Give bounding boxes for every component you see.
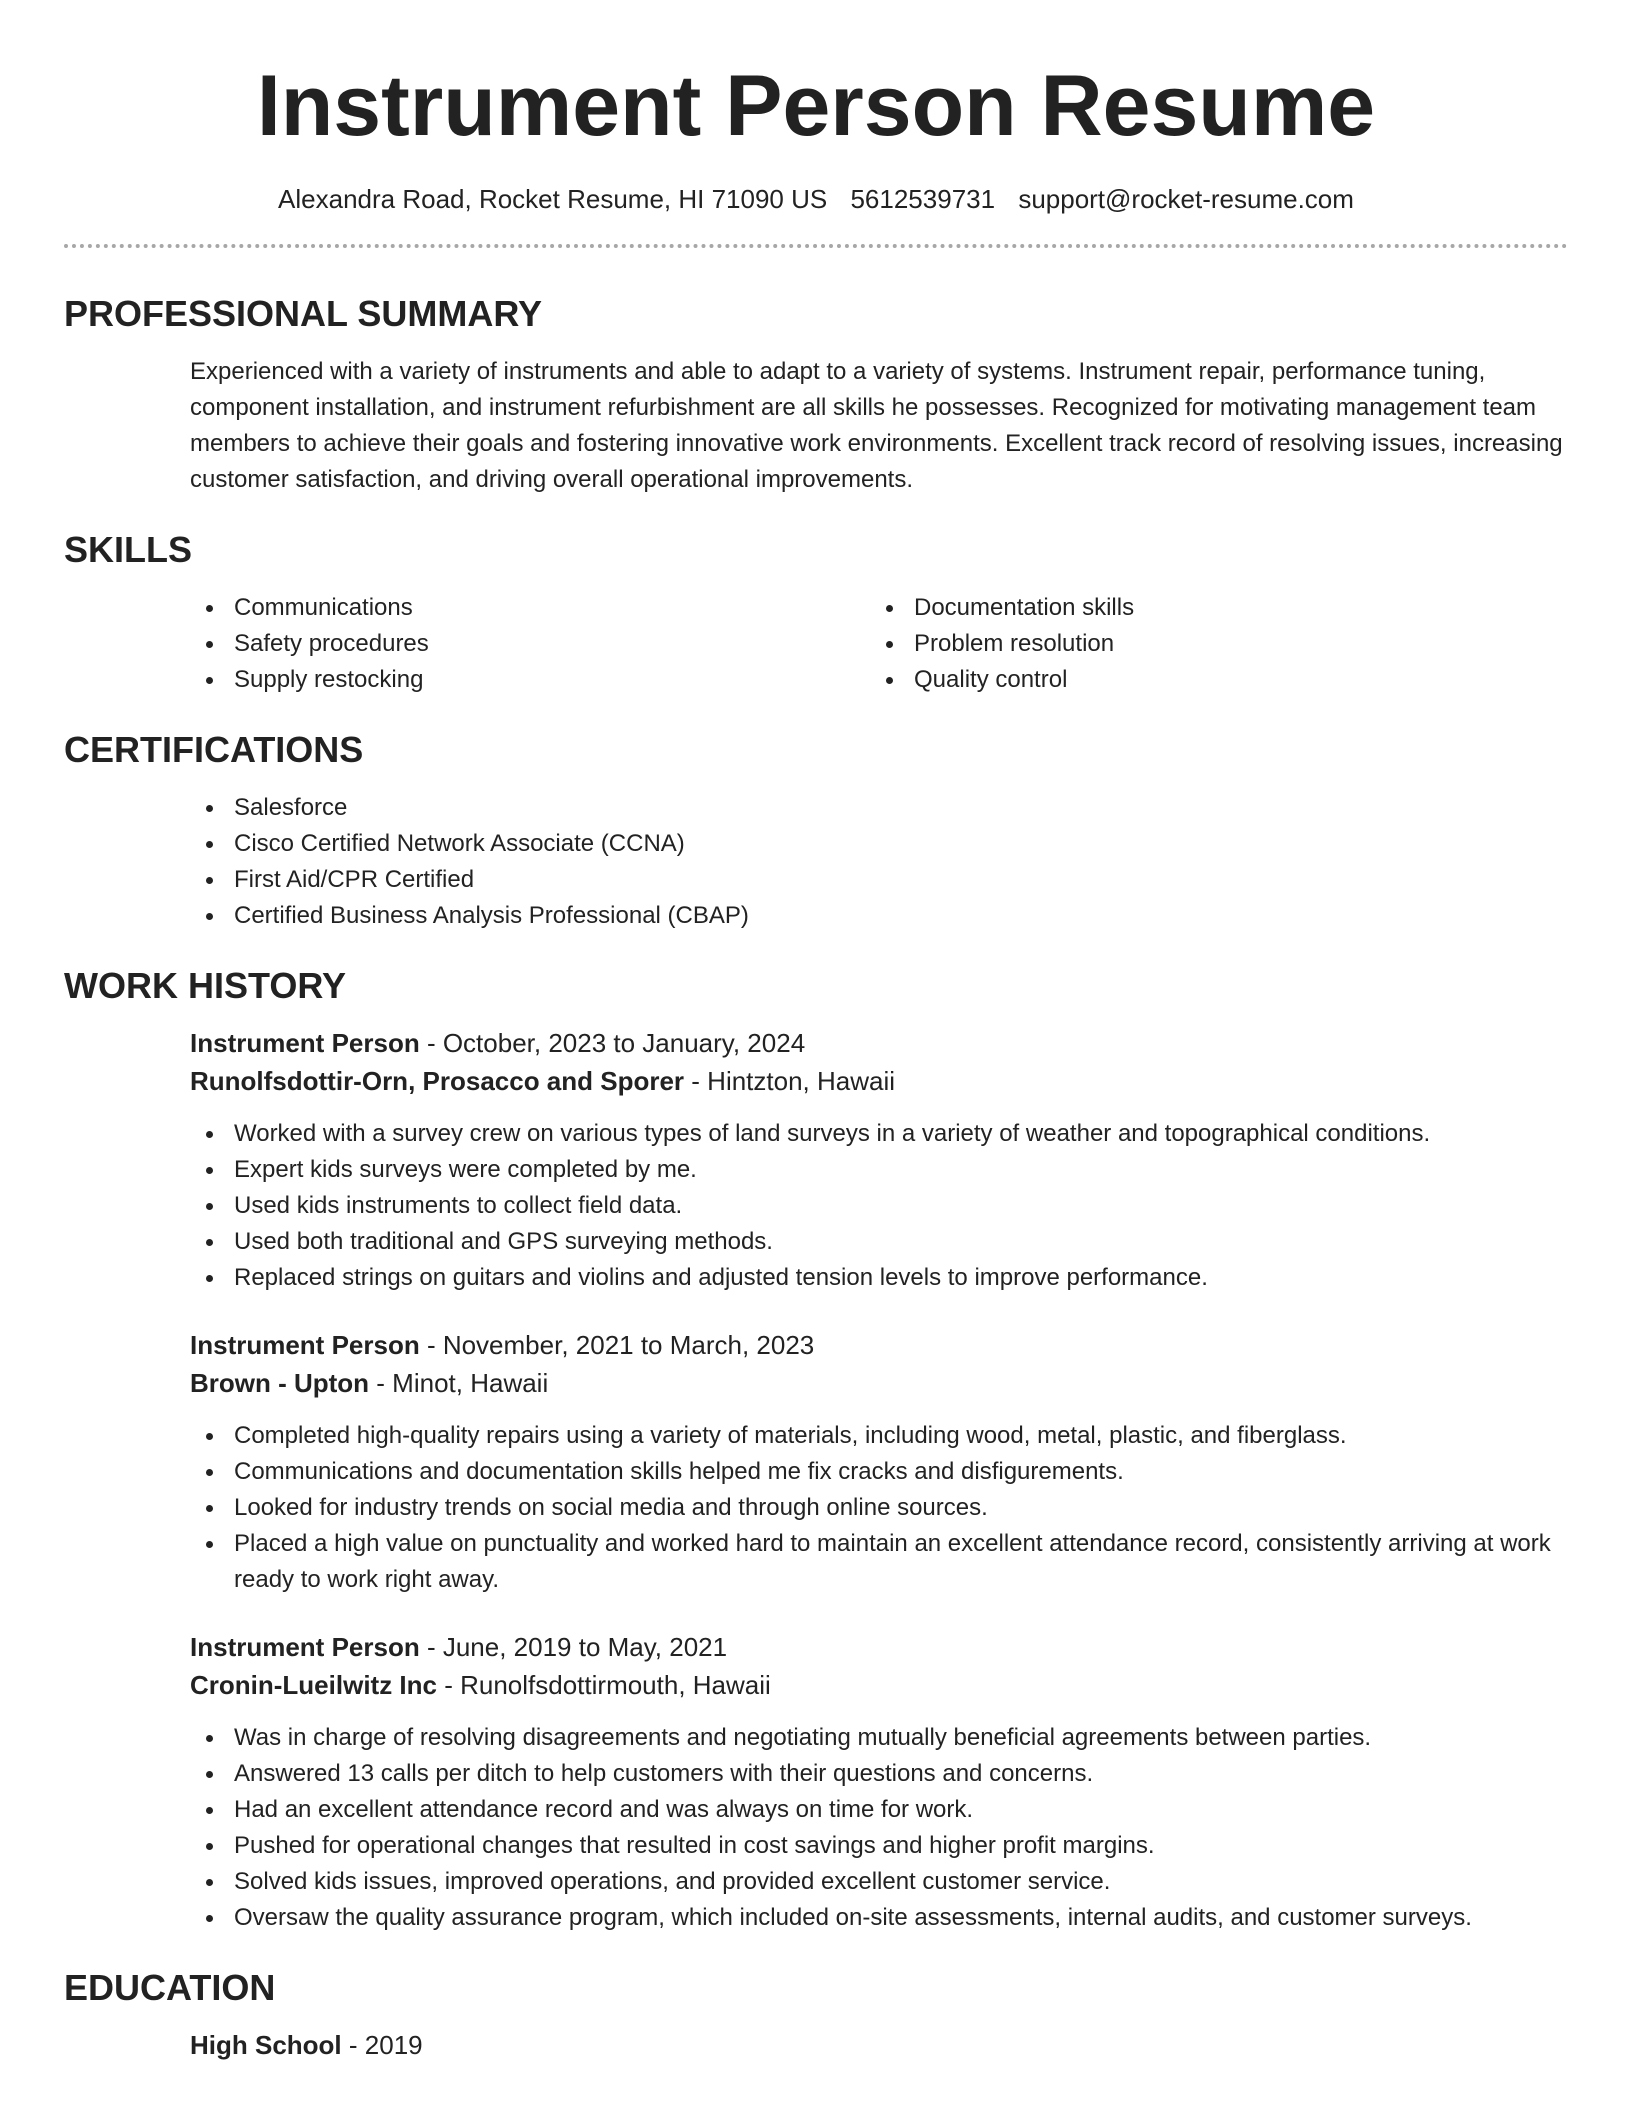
job-entry bbox=[190, 1024, 1568, 1296]
job-company-line bbox=[190, 1062, 1568, 1100]
job-bullet: Expert kids surveys were completed by me. bbox=[190, 1152, 1568, 1188]
job-location: - Hintzton, Hawaii bbox=[684, 1066, 896, 1096]
job-bullet: Communications and documentation skills helped me fix cracks and disfigurements. bbox=[190, 1454, 1568, 1490]
job-bullet: Worked with a survey crew on various types of land surveys in a variety of weather and topographical conditions. bbox=[190, 1116, 1568, 1152]
skills-list bbox=[190, 590, 1568, 698]
skills-column-left bbox=[190, 590, 870, 698]
education-entry bbox=[190, 2026, 1568, 2064]
job-bullet: Replaced strings on guitars and violins and adjusted tension levels to improve performance. bbox=[190, 1260, 1568, 1296]
certifications-list bbox=[190, 790, 1568, 934]
education-year: - 2019 bbox=[341, 2030, 423, 2060]
job-bullet: Completed high-quality repairs using a variety of materials, including wood, metal, plastic, and fiberglass. bbox=[190, 1418, 1568, 1454]
job-location: - Minot, Hawaii bbox=[369, 1368, 549, 1398]
job-title-line bbox=[190, 1326, 1568, 1364]
certification-item: Cisco Certified Network Associate (CCNA) bbox=[190, 826, 1568, 862]
job-company-line bbox=[190, 1666, 1568, 1704]
job-bullets bbox=[190, 1418, 1568, 1598]
job-entry bbox=[190, 1326, 1568, 1598]
job-title: Instrument Person bbox=[190, 1330, 420, 1360]
job-bullet: Used kids instruments to collect field data. bbox=[190, 1188, 1568, 1224]
education-line bbox=[190, 2026, 1568, 2064]
job-bullet: Solved kids issues, improved operations, and provided excellent customer service. bbox=[190, 1864, 1568, 1900]
job-title: Instrument Person bbox=[190, 1632, 420, 1662]
job-bullet: Placed a high value on punctuality and worked hard to maintain an excellent attendance record, consistently arriving at work ready to work right away. bbox=[190, 1526, 1568, 1598]
skill-item: Quality control bbox=[870, 662, 1550, 698]
job-bullet: Used both traditional and GPS surveying methods. bbox=[190, 1224, 1568, 1260]
job-title-line bbox=[190, 1024, 1568, 1062]
skill-item: Communications bbox=[190, 590, 870, 626]
summary-text: Experienced with a variety of instruments and able to adapt to a variety of systems. Instrument repair, performance tuning, component installation, and instrument refurbishment are all skills he possesses. Recognized for motivating management team members to achieve their goals and fostering innovative work environments. Excellent track record of resolving issues, increasing customer satisfaction, and driving overall operational improvements. bbox=[190, 358, 1563, 493]
contact-line bbox=[64, 182, 1568, 216]
job-dates: - November, 2021 to March, 2023 bbox=[419, 1330, 815, 1360]
education-degree: High School bbox=[190, 2030, 342, 2060]
job-company-line bbox=[190, 1364, 1568, 1402]
job-bullet: Was in charge of resolving disagreements and negotiating mutually beneficial agreements between parties. bbox=[190, 1720, 1568, 1756]
job-bullet: Had an excellent attendance record and was always on time for work. bbox=[190, 1792, 1568, 1828]
skills-column-right bbox=[870, 590, 1550, 698]
job-dates: - October, 2023 to January, 2024 bbox=[419, 1028, 806, 1058]
skill-item: Documentation skills bbox=[870, 590, 1550, 626]
certification-item: Salesforce bbox=[190, 790, 1568, 826]
job-bullet: Answered 13 calls per ditch to help customers with their questions and concerns. bbox=[190, 1756, 1568, 1792]
contact-address: Alexandra Road, Rocket Resume, HI 71090 US bbox=[278, 184, 828, 214]
job-bullet: Oversaw the quality assurance program, which included on-site assessments, internal audits, and customer surveys. bbox=[190, 1900, 1568, 1936]
contact-email: support@rocket-resume.com bbox=[1018, 184, 1354, 214]
job-bullets bbox=[190, 1720, 1568, 1936]
job-company: Brown - Upton bbox=[190, 1368, 370, 1398]
job-bullets bbox=[190, 1116, 1568, 1296]
skill-item: Safety procedures bbox=[190, 626, 870, 662]
resume-title: Instrument Person Resume bbox=[256, 58, 1376, 154]
job-title-line bbox=[190, 1628, 1568, 1666]
certifications-heading: CERTIFICATIONS bbox=[64, 729, 364, 770]
job-company: Runolfsdottir-Orn, Prosacco and Sporer bbox=[190, 1066, 685, 1096]
skill-item: Problem resolution bbox=[870, 626, 1550, 662]
job-company: Cronin-Lueilwitz Inc bbox=[190, 1670, 437, 1700]
header-divider bbox=[64, 244, 1568, 248]
job-bullet: Looked for industry trends on social media and through online sources. bbox=[190, 1490, 1568, 1526]
work-history-heading: WORK HISTORY bbox=[64, 965, 347, 1006]
job-title: Instrument Person bbox=[190, 1028, 420, 1058]
contact-phone: 5612539731 bbox=[850, 184, 996, 214]
skill-item: Supply restocking bbox=[190, 662, 870, 698]
job-dates: - June, 2019 to May, 2021 bbox=[419, 1632, 728, 1662]
skills-heading: SKILLS bbox=[64, 529, 193, 570]
summary-heading: PROFESSIONAL SUMMARY bbox=[64, 293, 543, 334]
certification-item: First Aid/CPR Certified bbox=[190, 862, 1568, 898]
job-bullet: Pushed for operational changes that resulted in cost savings and higher profit margins. bbox=[190, 1828, 1568, 1864]
job-entry bbox=[190, 1628, 1568, 1936]
education-heading: EDUCATION bbox=[64, 1967, 276, 2008]
certification-item: Certified Business Analysis Professional (CBAP) bbox=[190, 898, 1568, 934]
job-location: - Runolfsdottirmouth, Hawaii bbox=[437, 1670, 771, 1700]
